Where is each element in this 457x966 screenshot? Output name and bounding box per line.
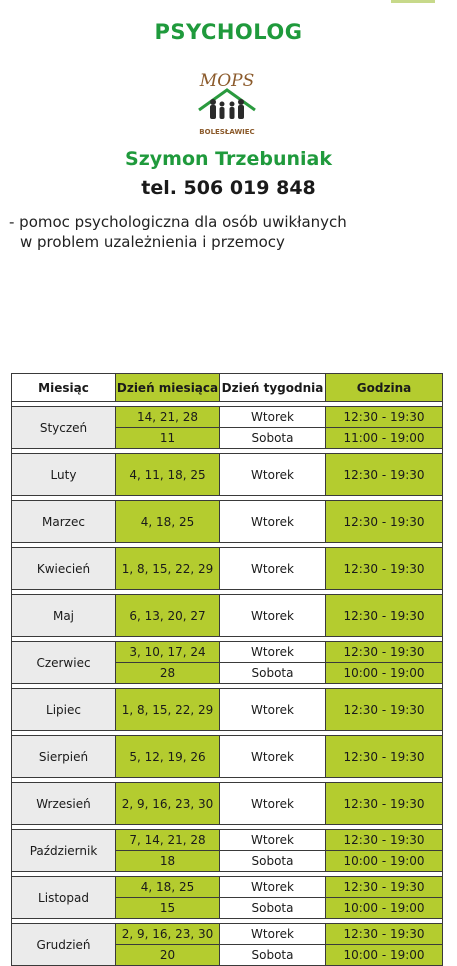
- month-cell: Lipiec: [12, 689, 116, 731]
- days-cell: 1, 8, 15, 22, 29: [116, 548, 220, 590]
- weekday-cell: Sobota: [220, 851, 326, 872]
- table-row: [12, 830, 443, 851]
- hours-cell: 10:00 - 19:00: [326, 898, 443, 919]
- logo-wordmark: MOPS: [199, 71, 255, 91]
- month-cell: Październik: [12, 830, 116, 872]
- month-cell: Kwiecień: [12, 548, 116, 590]
- hours-cell: 10:00 - 19:00: [326, 945, 443, 966]
- month-cell: Wrzesień: [12, 783, 116, 825]
- table-row: [12, 454, 443, 496]
- table-row: [12, 548, 443, 590]
- logo-family-icon: [210, 99, 244, 119]
- header-hours: Godzina: [326, 374, 443, 402]
- days-cell: 14, 21, 28: [116, 407, 220, 428]
- hours-cell: 12:30 - 19:30: [326, 877, 443, 898]
- days-cell: 1, 8, 15, 22, 29: [116, 689, 220, 731]
- schedule-table: [11, 373, 443, 966]
- month-cell: Maj: [12, 595, 116, 637]
- corner-decoration: [391, 0, 435, 3]
- hours-cell: 12:30 - 19:30: [326, 689, 443, 731]
- logo-roof-icon: [199, 90, 255, 110]
- weekday-cell: Wtorek: [220, 454, 326, 496]
- days-cell: 4, 18, 25: [116, 877, 220, 898]
- hours-cell: 12:30 - 19:30: [326, 548, 443, 590]
- weekday-cell: Wtorek: [220, 924, 326, 945]
- table-row: [12, 689, 443, 731]
- month-cell: Marzec: [12, 501, 116, 543]
- hours-cell: 12:30 - 19:30: [326, 501, 443, 543]
- hours-cell: 12:30 - 19:30: [326, 924, 443, 945]
- weekday-cell: Wtorek: [220, 548, 326, 590]
- days-cell: 18: [116, 851, 220, 872]
- logo-subtext: BOLESŁAWIEC: [199, 128, 255, 136]
- weekday-cell: Sobota: [220, 898, 326, 919]
- hours-cell: 10:00 - 19:00: [326, 851, 443, 872]
- weekday-cell: Wtorek: [220, 595, 326, 637]
- service-description: [9, 212, 449, 252]
- mops-logo: [195, 66, 259, 140]
- weekday-cell: Wtorek: [220, 501, 326, 543]
- weekday-cell: Wtorek: [220, 783, 326, 825]
- hours-cell: 10:00 - 19:00: [326, 663, 443, 684]
- days-cell: 5, 12, 19, 26: [116, 736, 220, 778]
- table-row: [12, 924, 443, 945]
- table-row: [12, 501, 443, 543]
- table-row: [12, 407, 443, 428]
- days-cell: 6, 13, 20, 27: [116, 595, 220, 637]
- month-cell: Sierpień: [12, 736, 116, 778]
- description-line-1: - pomoc psychologiczna dla osób uwikłanych: [9, 213, 347, 231]
- table-row: [12, 783, 443, 825]
- hours-cell: 12:30 - 19:30: [326, 736, 443, 778]
- weekday-cell: Sobota: [220, 663, 326, 684]
- days-cell: 3, 10, 17, 24: [116, 642, 220, 663]
- table-row: [12, 595, 443, 637]
- days-cell: 4, 11, 18, 25: [116, 454, 220, 496]
- header-days: Dzień miesiąca: [116, 374, 220, 402]
- schedule-body: [12, 402, 443, 966]
- weekday-cell: Wtorek: [220, 736, 326, 778]
- days-cell: 7, 14, 21, 28: [116, 830, 220, 851]
- header-month: Miesiąc: [12, 374, 116, 402]
- days-cell: 4, 18, 25: [116, 501, 220, 543]
- days-cell: 2, 9, 16, 23, 30: [116, 924, 220, 945]
- month-cell: Luty: [12, 454, 116, 496]
- weekday-cell: Sobota: [220, 945, 326, 966]
- weekday-cell: Sobota: [220, 428, 326, 449]
- psychologist-name: Szymon Trzebuniak: [125, 148, 332, 170]
- month-cell: Styczeń: [12, 407, 116, 449]
- hours-cell: 12:30 - 19:30: [326, 783, 443, 825]
- table-row: [12, 642, 443, 663]
- table-row: [12, 736, 443, 778]
- description-line-2: w problem uzależnienia i przemocy: [20, 233, 285, 251]
- days-cell: 15: [116, 898, 220, 919]
- hours-cell: 12:30 - 19:30: [326, 454, 443, 496]
- weekday-cell: Wtorek: [220, 642, 326, 663]
- month-cell: Grudzień: [12, 924, 116, 966]
- days-cell: 2, 9, 16, 23, 30: [116, 783, 220, 825]
- days-cell: 11: [116, 428, 220, 449]
- hours-cell: 12:30 - 19:30: [326, 407, 443, 428]
- hours-cell: 12:30 - 19:30: [326, 642, 443, 663]
- weekday-cell: Wtorek: [220, 877, 326, 898]
- hours-cell: 12:30 - 19:30: [326, 830, 443, 851]
- hours-cell: 11:00 - 19:00: [326, 428, 443, 449]
- month-cell: Listopad: [12, 877, 116, 919]
- days-cell: 28: [116, 663, 220, 684]
- header-weekday: Dzień tygodnia: [220, 374, 326, 402]
- weekday-cell: Wtorek: [220, 407, 326, 428]
- table-row: [12, 877, 443, 898]
- hours-cell: 12:30 - 19:30: [326, 595, 443, 637]
- table-header-row: [12, 374, 443, 402]
- phone-number: tel. 506 019 848: [141, 177, 316, 199]
- weekday-cell: Wtorek: [220, 689, 326, 731]
- days-cell: 20: [116, 945, 220, 966]
- page-title: PSYCHOLOG: [154, 20, 303, 44]
- month-cell: Czerwiec: [12, 642, 116, 684]
- weekday-cell: Wtorek: [220, 830, 326, 851]
